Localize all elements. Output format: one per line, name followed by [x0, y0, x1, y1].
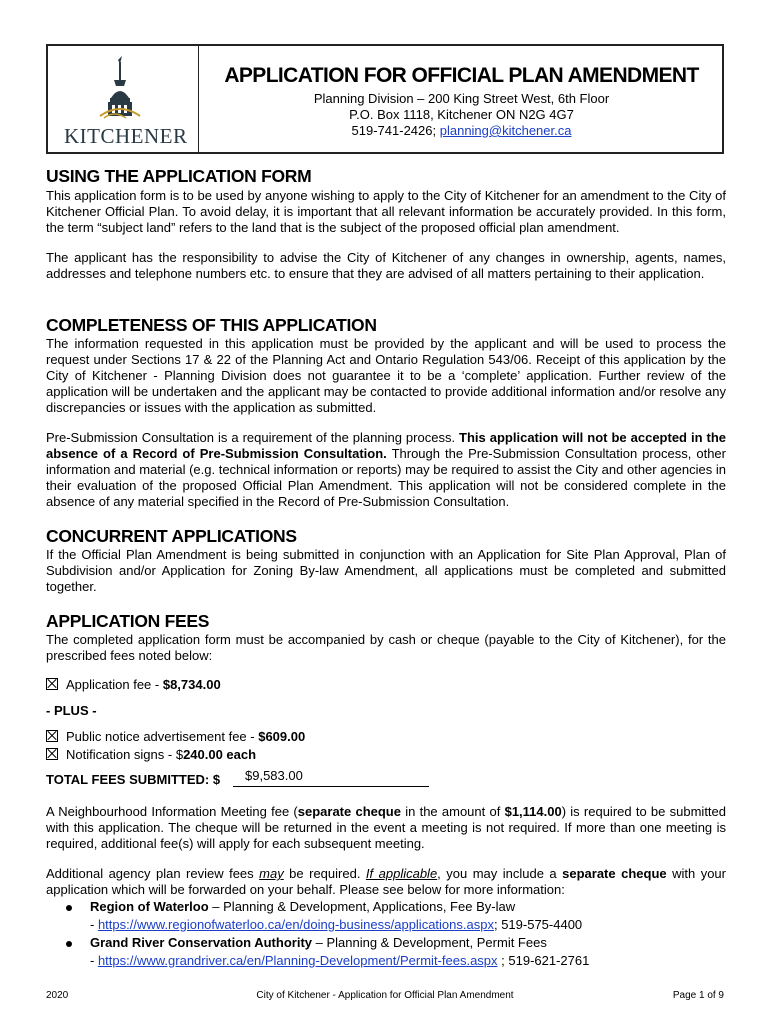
phone-number: 519-741-2426;: [351, 123, 437, 138]
section-heading-completeness: COMPLETENESS OF THIS APPLICATION: [46, 315, 377, 335]
paragraph-using-2: The applicant has the responsibility to advise the City of Kitchener of any changes in ownership, agents, names, addresses and telephone numbers etc. to ensure that they are advised of all matters pertaining to their application.: [46, 250, 726, 281]
agency-region-of-waterloo: [90, 899, 515, 914]
section-heading-concurrent: CONCURRENT APPLICATIONS: [46, 526, 297, 546]
text: in the amount of: [400, 804, 505, 819]
bold-text: separate cheque: [297, 804, 401, 819]
footer-title: City of Kitchener - Application for Official Plan Amendment: [256, 990, 514, 1001]
region-waterloo-link[interactable]: https://www.regionofwaterloo.ca/en/doing-business/applications.aspx: [97, 917, 494, 932]
text: ) is required to be submitted with this application. The cheque will be returned in the event a meeting is not required. If more than one meeting is required, additional fee(s) will apply for each subsequent meeting.: [46, 804, 726, 851]
agency-name: Region of Waterloo: [90, 899, 209, 914]
fee-amount: 240.00 each: [183, 747, 257, 762]
total-fees-input[interactable]: $9,583.00: [245, 768, 303, 783]
italic-text: If applicable: [365, 866, 438, 881]
bullet-icon: [66, 941, 72, 947]
fee-label: Notification signs - $: [66, 747, 184, 762]
kitchener-logo: [56, 52, 192, 148]
fee-item-signs: [46, 747, 256, 762]
fee-item-public-notice: [46, 729, 305, 744]
text: Additional agency plan review fees: [46, 866, 260, 881]
bullet-icon: [66, 905, 72, 911]
bold-text: separate cheque: [562, 866, 667, 881]
city-hall-icon: [56, 52, 192, 126]
grca-link[interactable]: https://www.grandriver.ca/en/Planning-Development/Permit-fees.aspx: [97, 953, 498, 968]
section-heading-using: USING THE APPLICATION FORM: [46, 166, 312, 186]
address-line-2: P.O. Box 1118, Kitchener ON N2G 4G7: [349, 107, 574, 122]
total-fees-label: TOTAL FEES SUBMITTED: $: [46, 772, 221, 787]
fee-label: Application fee -: [66, 677, 163, 692]
text: with your application which will be forwarded on your behalf. Please see below for more information:: [46, 866, 726, 897]
paragraph-fees-intro: The completed application form must be accompanied by cash or cheque (payable to the City of Kitchener), for the prescribed fees noted below:: [46, 632, 726, 663]
address-text: Planning Division – 200 King Street West, 6th Floor: [313, 91, 610, 106]
text: , you may include a: [437, 866, 563, 881]
agency-name: Grand River Conservation Authority: [90, 935, 312, 950]
fee-label: Public notice advertisement fee -: [66, 729, 259, 744]
application-fee-checkbox[interactable]: [46, 678, 58, 690]
text: be required.: [283, 866, 366, 881]
paragraph-nim-fee: [46, 804, 726, 852]
footer-year: 2020: [46, 990, 69, 1001]
email-link[interactable]: planning@kitchener.ca: [439, 123, 572, 138]
paragraph-completeness-2: [46, 430, 726, 510]
paragraph-agency-fees: [46, 866, 726, 898]
paragraph-completeness-1: The information requested in this application must be provided by the applicant and will be used to process the request under Sections 17 & 22 of the Planning Act and Ontario Regulation 543/06. Receipt of this application by the City of Kitchener - Planning Division does not guarantee it to be a ‘complete’ application. Further review of the application will be undertaken and the applicant may be contacted to provide additional information and/or resolve any discrepancies or issues with the application as submitted.: [46, 336, 726, 415]
header-box: [46, 44, 724, 154]
plus-label: - PLUS -: [46, 703, 97, 718]
logo-wordmark: KITCHENER: [64, 124, 188, 148]
paragraph-using-1: This application form is to be used by anyone wishing to apply to the City of Kitchener for an amendment to the City of Kitchener Official Plan. To avoid delay, it is important that all relevant information be accurately provided. In this form, the term “subject land” refers to the land that is the subject of the proposed official plan amendment.: [46, 188, 726, 235]
fee-item-application: [46, 677, 221, 692]
notification-signs-checkbox[interactable]: [46, 748, 58, 760]
text: Pre-Submission Consultation is a requirement of the planning process.: [46, 430, 460, 445]
agency-region-link-line: - https://www.regionofwaterloo.ca/en/doing-business/applications.aspx; 519-575-4400: [90, 917, 583, 932]
fee-amount: $609.00: [258, 729, 306, 744]
agency-grca: [90, 935, 547, 950]
agency-phone: ; 519-621-2761: [497, 953, 590, 968]
agency-desc: – Planning & Development, Permit Fees: [312, 935, 547, 950]
public-notice-checkbox[interactable]: [46, 730, 58, 742]
section-heading-fees: APPLICATION FEES: [46, 611, 210, 631]
agency-phone: ; 519-575-4400: [493, 917, 583, 932]
bold-text: $1,114.00: [504, 804, 562, 819]
footer-page-number: Page 1 of 9: [672, 990, 724, 1001]
agency-desc: – Planning & Development, Applications, Fee By-law: [208, 899, 516, 914]
fee-amount: $8,734.00: [162, 677, 221, 692]
text: Through the Pre-Submission Consultation process, other information and material (e.g. technical information or reports) may be required to assist the City and other agencies in their evaluation of the proposed Official Plan Amendment. This application will not be considered complete in the absence of any material specified in the Record of Pre-Submission Consultation.: [46, 446, 726, 509]
text: A Neighbourhood Information Meeting fee (: [46, 804, 298, 819]
total-fees-underline: [233, 786, 429, 787]
page-title: APPLICATION FOR OFFICIAL PLAN AMENDMENT: [224, 64, 699, 87]
bold-text: This application will not be accepted in the absence of a Record of Pre-Submission Consultation.: [46, 430, 726, 461]
address-line-1: [199, 91, 724, 106]
italic-text: may: [259, 866, 284, 881]
agency-grca-link-line: - https://www.grandriver.ca/en/Planning-Development/Permit-fees.aspx ; 519-621-2761: [90, 953, 590, 968]
paragraph-concurrent: If the Official Plan Amendment is being submitted in conjunction with an Application for Site Plan Approval, Plan of Subdivision and/or Application for Zoning By-law Amendment, all applications must be completed and submitted together.: [46, 547, 726, 594]
contact-line: [199, 123, 724, 138]
header-left-border: [46, 46, 48, 152]
